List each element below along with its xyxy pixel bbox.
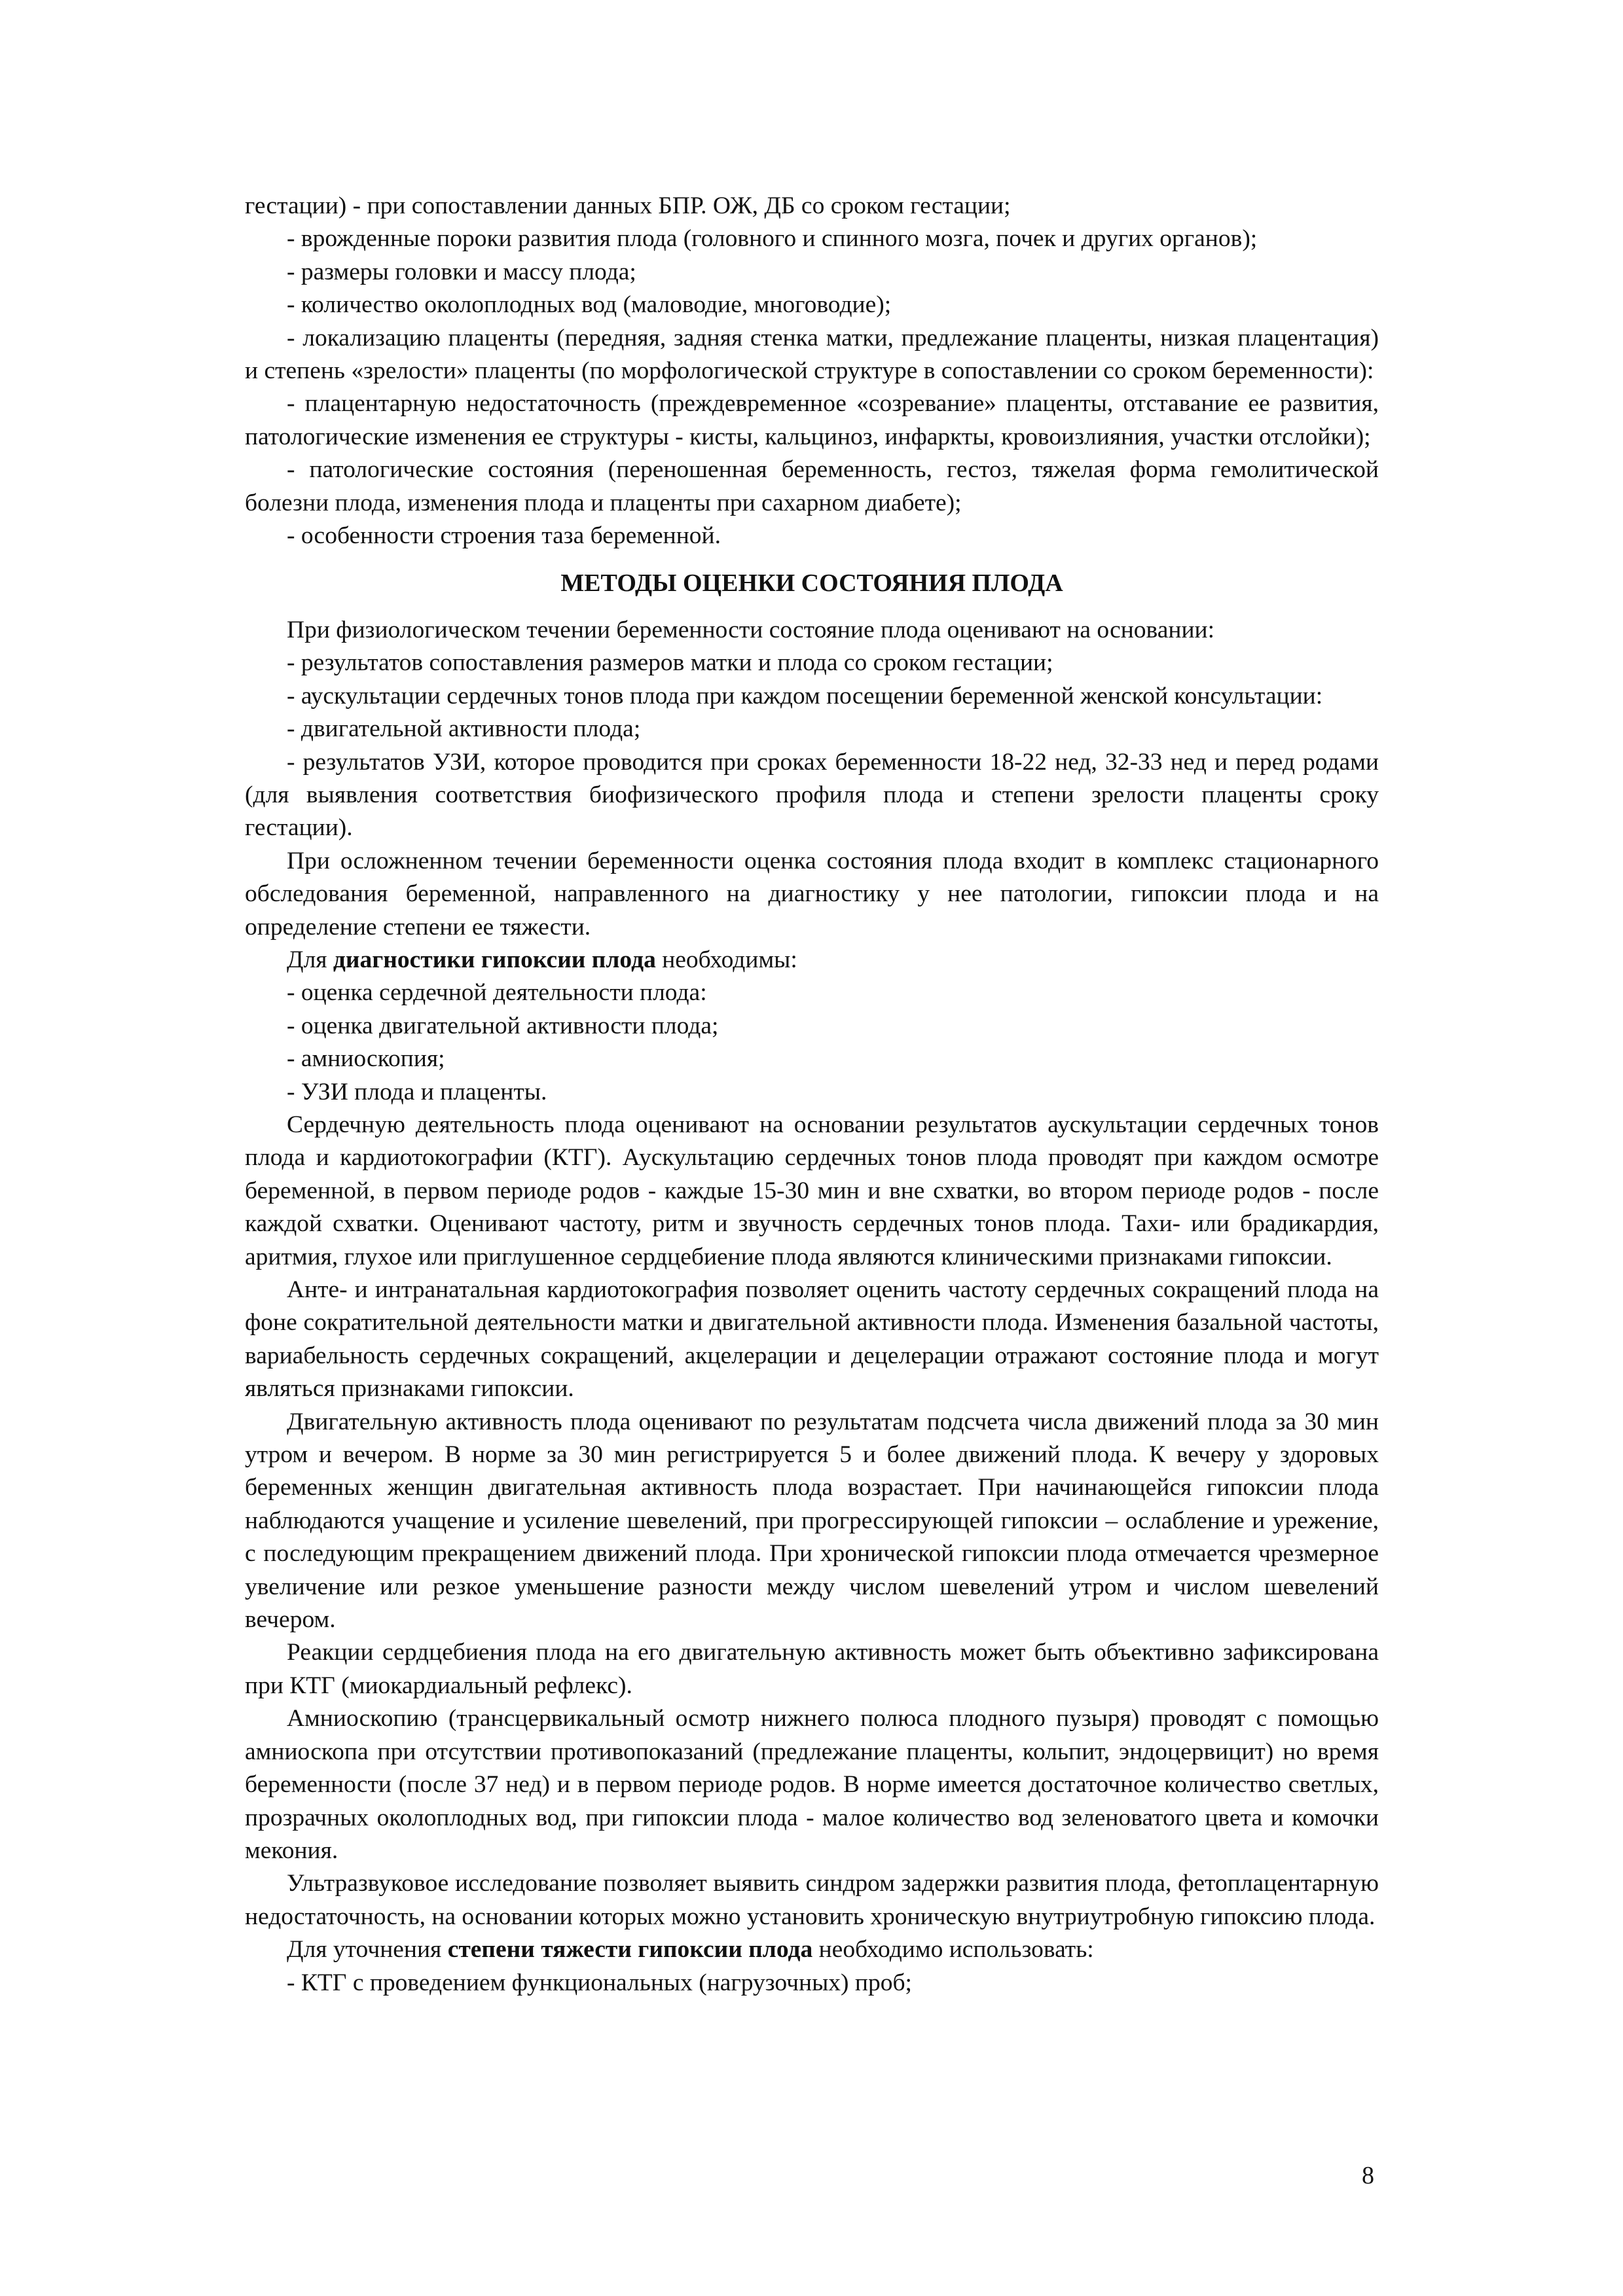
page-number: 8 xyxy=(1362,2162,1374,2189)
list-item-malformations: - врожденные пороки развития плода (головного и спинного мозга, почек и других органов); xyxy=(287,225,1258,253)
list-item-cardiac: - оценка сердечной деятельности плода: xyxy=(287,979,707,1007)
list-item-motor-activity: - двигательной активности плода; xyxy=(287,715,641,743)
paragraph-cardiac-activity: Сердечную деятельность плода оценивают на основании результатов аускультации сердечных тонов плода и кардиотокографии (КТГ). Аускультацию сердечных тонов плода проводят при каждом осмотре беременной, в первом периоде родов - каждые 15-30 мин и вне схватки, во втором периоде родов - после каждой схватки. Оценивают частоту, ритм и звучность сердечных тонов плода. Тахи- или брадикардия, аритмия, глухое или приглушенное сердцебиение плода являются клиническими признаками гипоксии. xyxy=(245,1111,1379,1270)
list-item-uzi: - УЗИ плода и плаценты. xyxy=(287,1078,547,1105)
list-item-uterus-size: - результатов сопоставления размеров матки и плода со сроком гестации; xyxy=(287,649,1053,677)
paragraph-myocardial-reflex: Реакции сердцебиения плода на его двигательную активность может быть объективно зафиксирована при КТГ (миокардиальный рефлекс). xyxy=(245,1639,1379,1699)
paragraph-hypoxia-diagnostics xyxy=(245,944,1379,977)
document-page xyxy=(245,190,1379,2000)
list-item-motor-assessment: - оценка двигательной активности плода; xyxy=(287,1012,719,1039)
section-heading: МЕТОДЫ ОЦЕНКИ СОСТОЯНИЯ ПЛОДА xyxy=(560,569,1063,598)
paragraph-movement-count: Двигательную активность плода оценивают по результатам подсчета числа движений плода за 30 мин утром и вечером. В норме за 30 мин регистрируется 5 и более движений плода. К вечеру у здоровых беременных женщин двигательная активность плода возрастает. При начинающейся гипоксии плода наблюдаются учащение и усиление шевелений, при прогрессирующей гипоксии – ослабление и урежение, с последующим прекращением движений плода. При хронической гипоксии плода отмечается чрезмерное увеличение или резкое уменьшение разности между числом шевелений утром и числом шевелений вечером. xyxy=(245,1408,1379,1634)
paragraph-ctg: Анте- и интранатальная кардиотокография позволяет оценить частоту сердечных сокращений плода на фоне сократительной деятельности матки и двигательной активности плода. Изменения базальной частоты, вариабельность сердечных сокращений, акцелерации и децелерации отражают состояние плода и могут являться признаками гипоксии. xyxy=(245,1276,1379,1403)
paragraph-ultrasound-study: Ультразвуковое исследование позволяет выявить синдром задержки развития плода, фетоплацентарную недостаточность, на основании которых можно установить хроническую внутриутробную гипоксию плода. xyxy=(245,1870,1379,1930)
list-item-placenta-location: - локализацию плаценты (передняя, задняя стенка матки, предлежание плаценты, низкая плацентация) и степень «зрелости» плаценты (по морфологической структуре в сопоставлении со сроком беременности): xyxy=(245,324,1379,385)
list-item-pelvis: - особенности строения таза беременной. xyxy=(287,522,721,550)
paragraph-amnioscopy: Амниоскопию (трансцервикальный осмотр нижнего полюса плодного пузыря) проводят с помощью амниоскопа при отсутствии противопоказаний (предлежание плаценты, кольпит, эндоцервицит) но время беременности (после 37 нед) и в первом периоде родов. В норме имеется достаточное количество светлых, прозрачных околоплодных вод, при гипоксии плода - малое количество вод зеленоватого цвета и комочки мекония. xyxy=(245,1705,1379,1864)
list-item-amnioscopy: - амниоскопия; xyxy=(287,1045,445,1073)
list-item-ultrasound: - результатов УЗИ, которое проводится при сроках беременности 18-22 нед, 32-33 нед и перед родами (для выявления соответствия биофизического профиля плода и степени зрелости плаценты сроку гестации). xyxy=(245,748,1379,842)
list-item-amniotic-fluid: - количество околоплодных вод (маловодие, многоводие); xyxy=(287,291,892,319)
list-item-head-size: - размеры головки и массу плода; xyxy=(287,258,636,285)
severity-bold: степени тяжести гипоксии плода xyxy=(447,1936,813,1964)
paragraph-severity xyxy=(245,1933,1379,1966)
paragraph-complicated: При осложненном течении беременности оценка состояния плода входит в комплекс стационарного обследования беременной, направленного на диагностику у нее патологии, гипоксии плода и на определение степени ее тяжести. xyxy=(245,847,1379,941)
severity-prefix: Для уточнения xyxy=(287,1936,448,1964)
paragraph-physiological: При физиологическом течении беременности состояние плода оценивают на основании: xyxy=(287,616,1215,643)
severity-suffix: необходимо использовать: xyxy=(812,1936,1094,1964)
hypoxia-diag-bold: диагностики гипоксии плода xyxy=(333,946,656,973)
list-item-auscultation: - аускультации сердечных тонов плода при каждом посещении беременной женской консультации: xyxy=(287,682,1323,709)
hypoxia-diag-suffix: необходимы: xyxy=(655,946,797,973)
list-item-pathological-states: - патологические состояния (переношенная беременность, гестоз, тяжелая форма гемолитической болезни плода, изменения плода и плаценты при сахарном диабете); xyxy=(245,456,1379,516)
paragraph-gestation-continuation: гестации) - при сопоставлении данных БПР. ОЖ, ДБ со сроком гестации; xyxy=(245,192,1011,219)
list-item-ctg-tests: - КТГ с проведением функциональных (нагрузочных) проб; xyxy=(287,1969,912,1996)
list-item-placental-insufficiency: - плацентарную недостаточность (преждевременное «созревание» плаценты, отставание ее развития, патологические изменения ее структуры - кисты, кальциноз, инфаркты, кровоизлияния, участки отслойки); xyxy=(245,390,1379,450)
hypoxia-diag-prefix: Для xyxy=(287,946,333,973)
